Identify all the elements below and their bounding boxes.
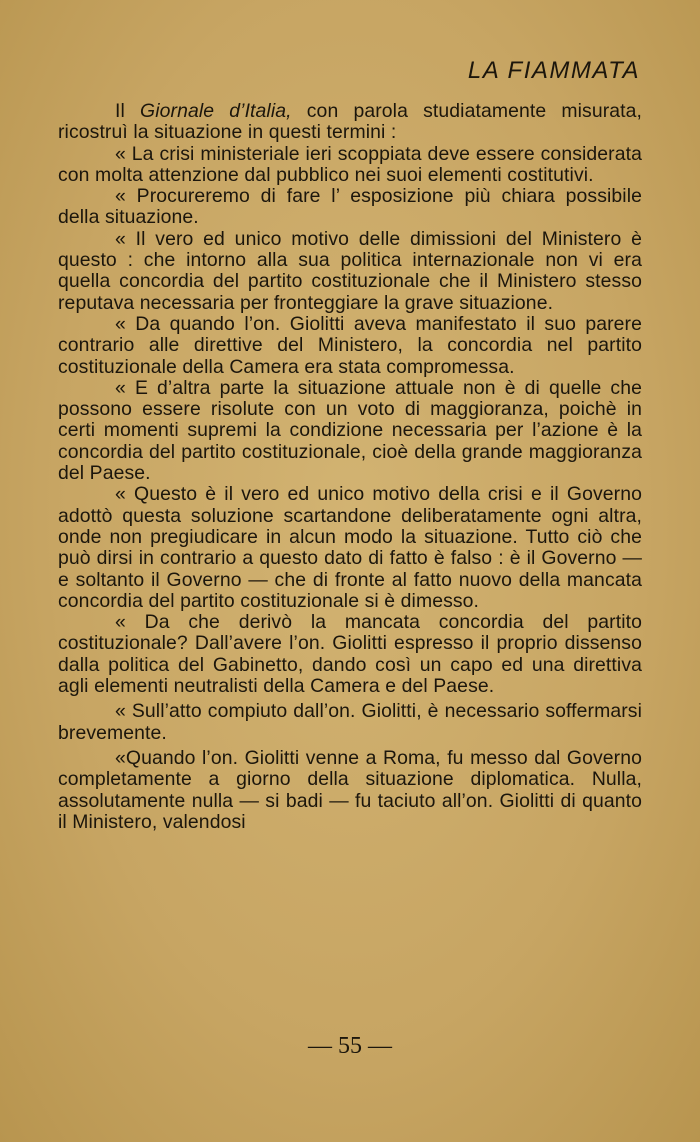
paragraph: « La crisi ministeriale ieri scoppiata deve essere considerata con molta attenzione dal pubblico nei suoi elementi costitutivi. [58,142,642,186]
paragraph: « Procureremo di fare l’ esposizione più chiara possibile della situazione. [58,185,642,229]
paragraph: « Questo è il vero ed unico motivo della crisi e il Governo adottò questa soluzione scartandone deliberatamente ogni altra, onde non pregiudicare in alcun modo la situazione. Tutto ciò che può dirsi in contrario a questo dato di fatto è falso : è il Governo — e soltanto il Governo — che di fronte al fatto nuovo della mancata concordia del partito costituzionale si è dimesso. [58,483,642,612]
paragraph: « E d’altra parte la situazione attuale non è di quelle che possono essere risolute con un voto di maggioranza, poichè in certi momenti supremi la condizione necessaria per l’azione è la concordia del partito costituzionale, cioè della grande maggioranza del Paese. [58,376,642,485]
newspaper-title: Giornale d’Italia, [140,100,292,122]
paragraph: « Da quando l’on. Giolitti aveva manifestato il suo parere contrario alle direttive del Ministero, la concordia nel partito costituzionale della Camera era stata compromessa. [58,312,642,378]
paragraph: « Sull’atto compiuto dall’on. Giolitti, è necessario soffermarsi brevemente. [58,700,642,744]
paragraph-text: con parola studiatamente misurata, ricostruì la situazione in questi termini : [58,100,643,144]
page-number: — 55 — [308,1033,392,1059]
body-text [58,101,642,833]
paragraph: «Quando l’on. Giolitti venne a Roma, fu messo dal Governo completamente a giorno della situazione diplomatica. Nulla, assolutamente nulla — si badi — fu taciuto all’on. Giolitti di quanto il Ministero, valendosi [58,746,642,833]
paragraph: « Il vero ed unico motivo delle dimissioni del Ministero è questo : che intorno alla sua politica internazionale non vi era quella concordia del partito costituzionale che il Ministero stesso reputava necessaria per fronteggiare la grave situazione. [58,227,642,314]
paragraph: « Da che derivò la mancata concordia del partito costituzionale? Dall’avere l’on. Giolitti espresso il proprio dissenso dalla politica del Gabinetto, dando così un capo ed una direttiva agli elementi neutralisti della Camera e del Paese. [58,611,642,698]
running-title: LA FIAMMATA [467,57,640,84]
paragraph-lead-text: Il [115,100,141,122]
paragraph [58,101,642,144]
